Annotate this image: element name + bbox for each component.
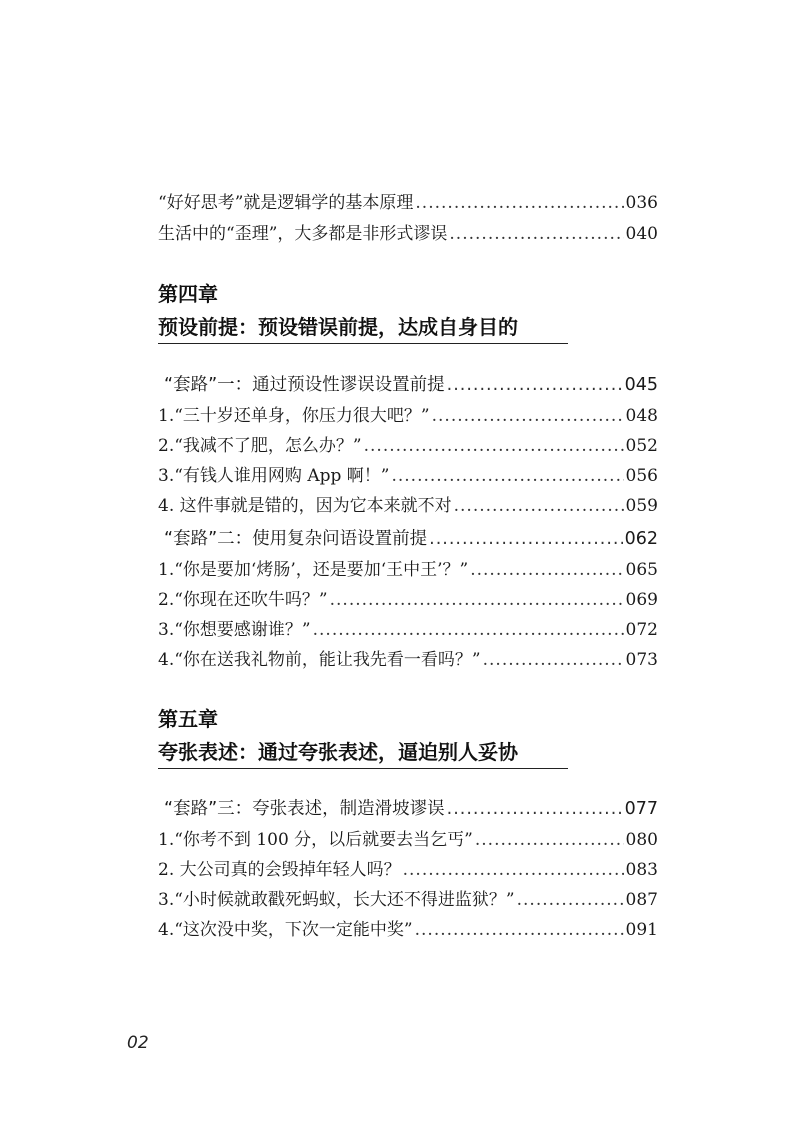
leader-dots bbox=[454, 491, 624, 521]
toc-entry-page: 036 bbox=[625, 193, 658, 213]
toc-entry-title: 4. 这件事就是错的，因为它本来就不对 bbox=[158, 496, 452, 516]
chapter-divider bbox=[158, 343, 568, 344]
leader-dots bbox=[403, 855, 624, 885]
toc-entry-page: 083 bbox=[625, 860, 658, 880]
leader-dots bbox=[391, 461, 623, 491]
toc-entry[interactable] bbox=[158, 491, 658, 521]
toc-section-heading[interactable] bbox=[158, 370, 658, 400]
toc-entry-title: 4.“你在送我礼物前，能让我先看一看吗？” bbox=[158, 650, 481, 670]
toc-entry-page: 077 bbox=[624, 799, 658, 819]
toc-entry-page: 048 bbox=[625, 406, 658, 426]
toc-entry-title: “套路”三：夸张表述，制造滑坡谬误 bbox=[164, 799, 445, 819]
toc-entry-page: 062 bbox=[624, 529, 658, 549]
leader-dots bbox=[447, 370, 623, 400]
toc-entry-page: 072 bbox=[625, 620, 658, 640]
toc-entry-page: 040 bbox=[625, 224, 658, 244]
leader-dots bbox=[429, 524, 622, 554]
chapter-title[interactable]: 预设前提：预设错误前提，达成自身目的 bbox=[158, 315, 518, 339]
toc-entry-page: 073 bbox=[625, 650, 658, 670]
toc-entry-page: 045 bbox=[624, 375, 658, 395]
toc-entry-title: 1.“你是要加‘烤肠’，还是要加‘王中王’？” bbox=[158, 560, 469, 580]
toc-entry-page: 065 bbox=[625, 560, 658, 580]
toc-entry[interactable] bbox=[158, 585, 658, 615]
toc-entry-page: 091 bbox=[625, 920, 658, 940]
toc-entry-page: 059 bbox=[625, 496, 658, 516]
leader-dots bbox=[415, 915, 624, 945]
leader-dots bbox=[415, 188, 623, 218]
toc-entry-title: 2.“我减不了肥，怎么办？” bbox=[158, 436, 362, 456]
toc-entry-page: 080 bbox=[625, 830, 658, 850]
chapter-divider bbox=[158, 768, 568, 769]
chapter-label: 第四章 bbox=[158, 282, 218, 306]
leader-dots bbox=[432, 401, 624, 431]
toc-entry-page: 087 bbox=[625, 890, 658, 910]
leader-dots bbox=[330, 585, 624, 615]
toc-entry[interactable] bbox=[158, 855, 658, 885]
leader-dots bbox=[313, 615, 624, 645]
toc-entry-page: 056 bbox=[625, 466, 658, 486]
leader-dots bbox=[364, 431, 624, 461]
page-number: 02 bbox=[127, 1033, 149, 1053]
toc-entry-title: 3.“你想要感谢谁？” bbox=[158, 620, 311, 640]
toc-entry-title: 生活中的“歪理”，大多都是非形式谬误 bbox=[158, 224, 448, 244]
leader-dots bbox=[447, 794, 623, 824]
toc-section-heading[interactable] bbox=[158, 524, 658, 554]
toc-entry[interactable] bbox=[158, 915, 658, 945]
chapter-title[interactable]: 夸张表述：通过夸张表述，逼迫别人妥协 bbox=[158, 740, 518, 764]
chapter-label: 第五章 bbox=[158, 707, 218, 731]
toc-entry[interactable] bbox=[158, 555, 658, 585]
toc-entry-title: 2.“你现在还吹牛吗？” bbox=[158, 590, 328, 610]
toc-entry[interactable] bbox=[158, 615, 658, 645]
toc-entry-title: 1.“三十岁还单身，你压力很大吧？” bbox=[158, 406, 430, 426]
toc-entry[interactable] bbox=[158, 885, 658, 915]
toc-entry-title: “套路”二：使用复杂问语设置前提 bbox=[164, 529, 428, 549]
toc-entry[interactable] bbox=[158, 219, 658, 249]
leader-dots bbox=[483, 645, 624, 675]
leader-dots bbox=[449, 219, 623, 249]
toc-entry[interactable] bbox=[158, 825, 658, 855]
toc-entry[interactable] bbox=[158, 188, 658, 218]
toc-entry-page: 052 bbox=[625, 436, 658, 456]
leader-dots bbox=[517, 885, 624, 915]
toc-entry-title: 4.“这次没中奖，下次一定能中奖” bbox=[158, 920, 413, 940]
toc-entry-page: 069 bbox=[625, 590, 658, 610]
toc-entry[interactable] bbox=[158, 401, 658, 431]
leader-dots bbox=[475, 825, 624, 855]
toc-entry-title: 1.“你考不到 100 分，以后就要去当乞丐” bbox=[158, 830, 473, 850]
toc-entry-title: 3.“小时候就敢戳死蚂蚁，长大还不得进监狱？” bbox=[158, 890, 515, 910]
toc-section-heading[interactable] bbox=[158, 794, 658, 824]
toc-entry[interactable] bbox=[158, 645, 658, 675]
toc-entry[interactable] bbox=[158, 461, 658, 491]
toc-entry-title: 3.“有钱人谁用网购 App 啊！” bbox=[158, 466, 390, 486]
toc-entry-title: 2. 大公司真的会毁掉年轻人吗？ bbox=[158, 860, 401, 880]
leader-dots bbox=[470, 555, 623, 585]
toc-entry-title: “好好思考”就是逻辑学的基本原理 bbox=[158, 193, 414, 213]
toc-entry[interactable] bbox=[158, 431, 658, 461]
toc-entry-title: “套路”一：通过预设性谬误设置前提 bbox=[164, 375, 445, 395]
